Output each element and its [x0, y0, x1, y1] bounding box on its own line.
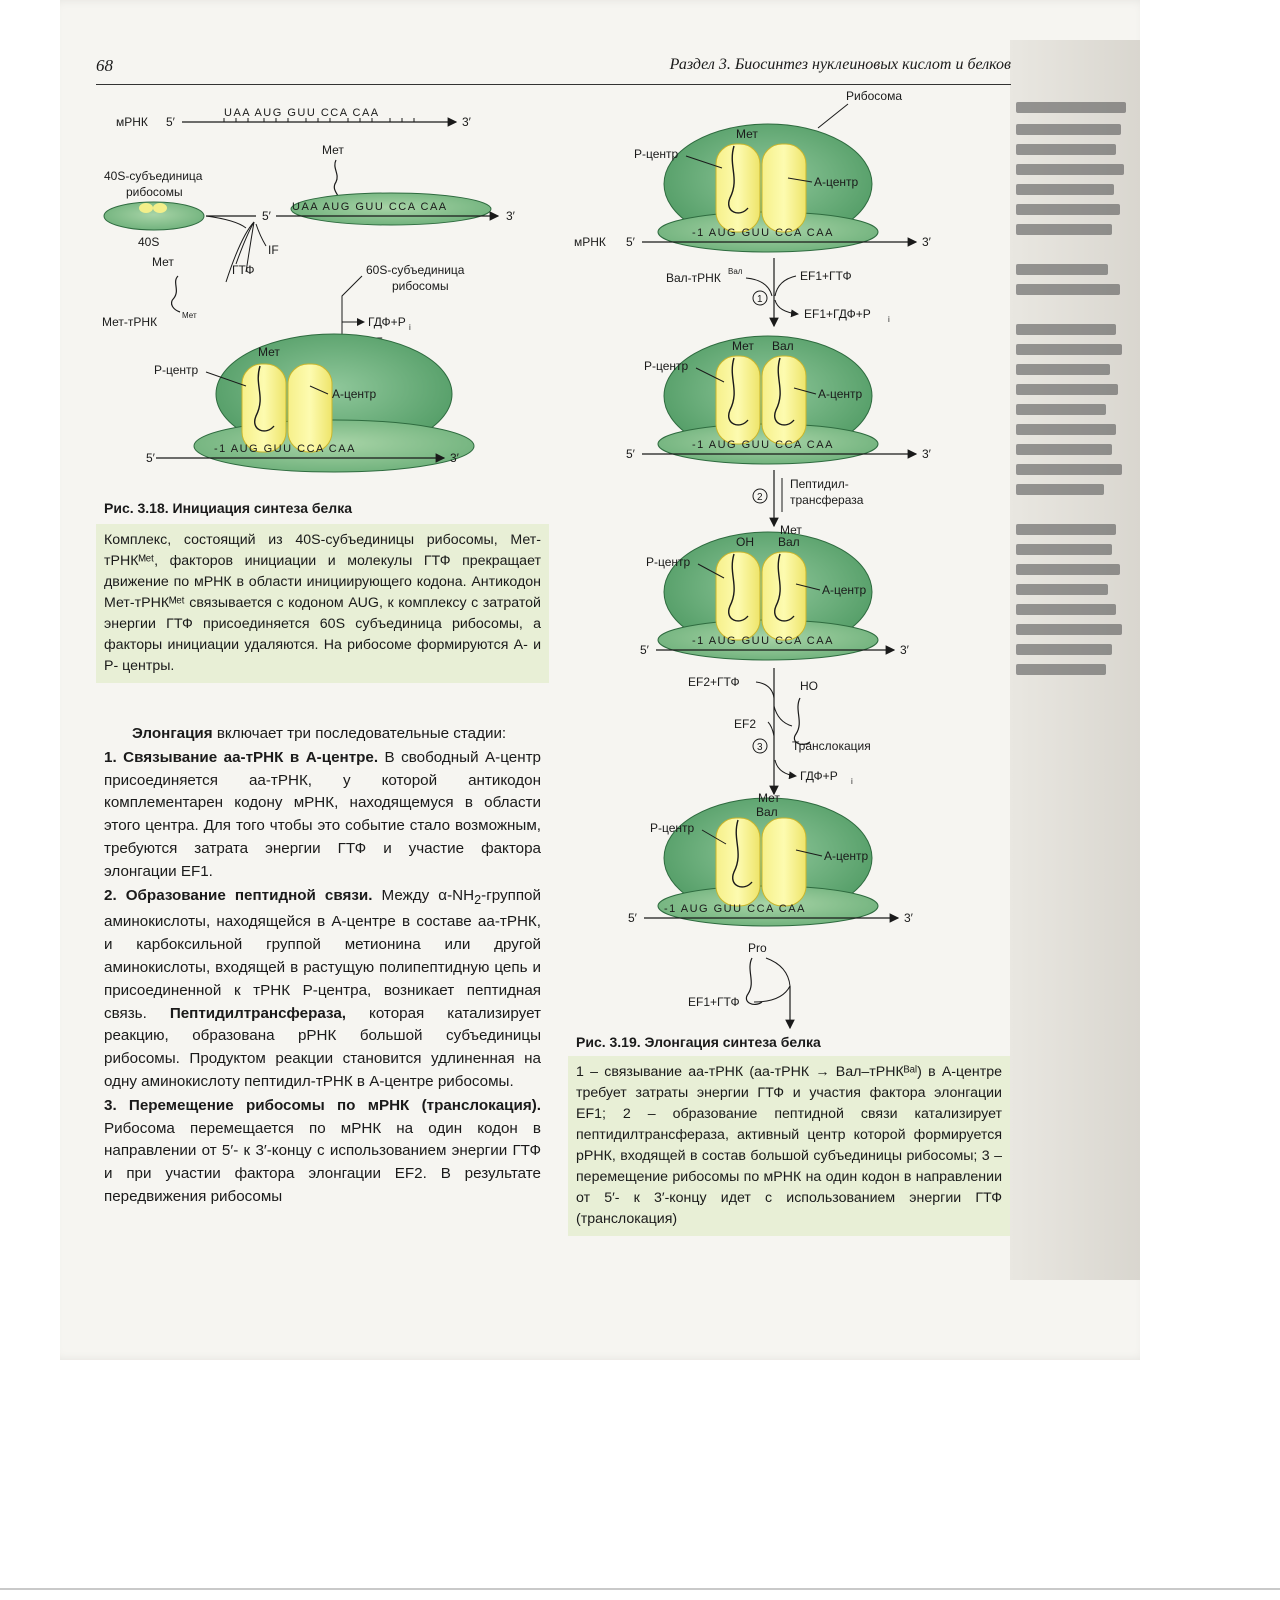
translocation-label: Транслокация: [792, 739, 871, 753]
pi-subscript-2: i: [851, 777, 853, 786]
gdp-pi-label: ГДФ+P: [368, 315, 406, 329]
five-prime-label: 5′: [626, 447, 635, 461]
paragraph-stage-2: 2. Образование пептидной связи. Между $\alpha-NH_2$-группой аминокислоты, находящейся в А-центре в составе аа-тРНК, и карбоксильной группой метионина или другой аминокислоты, входящей в растущую полипептидную цепь и присоединенной к тРНК Р-центра, возникает пептидная связь. Пептидилтрансфераза, которая катализирует реакцию, образована рРНК большой субъединицы рибосомы. Продуктом реакции становится удлиненная на одну аминокислоту пептидил-тРНК в А-центре рибосомы.: [104, 886, 541, 1090]
term-peptidyltransferase: Пептидилтрансфераза,: [146, 1004, 346, 1022]
codon-sequence: -1 AUG GUU CCA CAA: [692, 635, 834, 647]
step-3-number: 3: [757, 742, 763, 753]
step-1-number: 1: [757, 294, 763, 305]
page-header: [96, 56, 1011, 85]
codon-sequence: UAA AUG GUU CCA CAA: [292, 201, 448, 213]
val-trna-superscript: Вал: [728, 267, 743, 276]
five-prime-label: 5′: [640, 643, 649, 657]
codon-sequence: UAA AUG GUU CCA CAA: [224, 107, 380, 119]
running-head: Раздел 3. Биосинтез нуклеиновых кислот и белков: [669, 56, 1011, 73]
a-center-label: А-центр: [332, 387, 377, 401]
a-center-label-2: А-центр: [818, 387, 863, 401]
ho-label: HO: [800, 679, 818, 693]
ef1-gtp-label-2: EF1+ГТФ: [688, 995, 740, 1009]
subunit-40s-label: 40S-субъединица: [104, 169, 203, 183]
val-label: Вал: [772, 339, 794, 353]
term-elongation: Элонгация: [132, 725, 213, 742]
p-center-label: Р-центр: [634, 147, 679, 161]
mrna-label: мРНК: [116, 115, 148, 129]
val-label-3: Вал: [756, 805, 778, 819]
three-prime-label: 3′: [900, 643, 909, 657]
codon-sequence-bottom: -1 AUG GUU CCA CAA: [214, 443, 356, 455]
gtp-label: ГТФ: [232, 263, 255, 277]
gdp-pi-label: ГДФ+P: [800, 769, 838, 783]
figure-3-18-caption: Комплекс, состоящий из 40S-субъединицы рибосомы, Мет-тРНКᴹᵉᵗ, факторов инициации и молекулы ГТФ прекращает движение по мРНК в области инициирующего кодона. Антикодон Мет-тРНКᴹᵉᵗ связывается с кодоном AUG, к комплексу с затратой энергии ГТФ присоединяется 60S субъединица рибосомы, а факторы инициации удаляются. На рибосоме формируются А- и Р- центры.: [96, 524, 549, 683]
five-prime-label: 5′: [166, 115, 175, 129]
oh-label: OH: [736, 535, 754, 549]
met-label-3: Мет: [258, 345, 280, 359]
transferase-label: трансфераза: [790, 493, 864, 507]
ribosome-label: Рибосома: [846, 89, 902, 103]
five-prime-label: 5′: [262, 209, 271, 223]
met-label-3: Мет: [780, 523, 802, 537]
subunit-40s-short: 40S: [138, 235, 160, 249]
met-trna-superscript: Мет: [182, 311, 197, 320]
five-prime-label: 5′: [146, 451, 155, 465]
stage-3-heading: 3. Перемещение рибосомы по мРНК (транслокация).: [104, 1096, 541, 1114]
p-center-label-2: Р-центр: [644, 359, 689, 373]
figure-3-19-caption: 1 – связывание аа-тРНК (аа-тРНК → Вал–тРНКᴮᵃˡ) в А-центре требует затраты энергии ГТФ и участия фактора элонгации EF1; 2 – образование пептидной связи катализирует пептидилтрансфераза, активный центр которой формируется рРНК, входящей в состав большой субъединицы рибосомы; 3 – перемещение рибосомы по мРНК на один кодон в направлении от 5′- к 3′-концу идет с использованием энергии ГТФ (транслокация): [568, 1056, 1010, 1236]
page-number: 68: [96, 56, 113, 75]
stage-2-heading: 2. Образование пептидной связи.: [104, 886, 373, 904]
three-prime-label: 3′: [922, 447, 931, 461]
met-trna-label: Мет-тРНК: [102, 315, 158, 329]
scan-margin: [1140, 0, 1280, 1600]
p-center-label-3: Р-центр: [646, 555, 691, 569]
figure-3-18-title: Рис. 3.18. Инициация синтеза белка: [104, 500, 352, 516]
ef1-gtp-label: EF1+ГТФ: [800, 269, 852, 283]
met-label-2: Мет: [152, 255, 174, 269]
figure-3-19-title: Рис. 3.19. Элонгация синтеза белка: [576, 1034, 821, 1050]
met-label: Мет: [322, 143, 344, 157]
scan-edge: [0, 1588, 1280, 1590]
stage-1-heading: 1. Связывание аа-тРНК в А-центре.: [104, 748, 379, 766]
paragraph-stage-1: 1. Связывание аа-тРНК в А-центре. В свободный А-центр присоединяется аа-тРНК, у которой антикодон комплементарен кодону мРНК, находящемуся в области этого центра. Для того чтобы это событие стало возможным, требуются затрата энергии ГТФ и участие фактора элонгации EF1.: [104, 748, 542, 880]
paragraph-stage-3: 3. Перемещение рибосомы по мРНК (транслокация). Рибосома перемещается по мРНК на один кодон в направлении от 5′- к 3′-концу с использованием энергии ГТФ и при участии фактора элонгации EF2. В результате передвижения рибосомы: [104, 1096, 541, 1205]
a-center-label: А-центр: [814, 175, 859, 189]
ef2-label: EF2: [734, 717, 757, 731]
five-prime-label: 5′: [626, 235, 635, 249]
three-prime-label: 3′: [506, 209, 515, 223]
pi-subscript: i: [888, 315, 890, 324]
codon-sequence: -1 AUG GUU CCA CAA: [692, 227, 834, 239]
three-prime-label: 3′: [904, 911, 913, 925]
mrna-label: мРНК: [574, 235, 606, 249]
subunit-40s-label-2: рибосомы: [126, 185, 183, 199]
figure-3-18: [96, 96, 546, 496]
pi-subscript: i: [409, 323, 411, 332]
val-label-2: Вал: [778, 535, 800, 549]
paragraph-elongation: Элонгация включает три последовательные стадии:: [132, 725, 507, 742]
body-text: [104, 723, 541, 1210]
subunit-60s-label-2: рибосомы: [392, 279, 449, 293]
subunit-60s-label: 60S-субъединица: [366, 263, 465, 277]
met-label: Мет: [736, 127, 758, 141]
a-center-label-4: А-центр: [824, 849, 869, 863]
three-prime-label: 3′: [450, 451, 459, 465]
met-label-4: Мет: [758, 791, 780, 805]
five-prime-label: 5′: [628, 911, 637, 925]
p-center-label: Р-центр: [154, 363, 199, 377]
three-prime-label: 3′: [922, 235, 931, 249]
pro-label: Pro: [748, 941, 767, 955]
ef2-gtp-label: EF2+ГТФ: [688, 675, 740, 689]
codon-sequence: -1 AUG GUU CCA CAA: [692, 439, 834, 451]
met-label-2: Мет: [732, 339, 754, 353]
adjacent-page-bleed: [1010, 40, 1140, 1280]
a-center-label-3: А-центр: [822, 583, 867, 597]
codon-sequence: -1 AUG GUU CCA CAA: [664, 903, 806, 915]
val-trna-label: Вал-тРНК: [666, 271, 721, 285]
p-center-label-4: Р-центр: [650, 821, 695, 835]
ef1-gdp-pi-label: EF1+ГДФ+P: [804, 307, 871, 321]
peptidyl-label: Пептидил-: [790, 477, 849, 491]
if-label: IF: [268, 243, 279, 257]
step-2-number: 2: [757, 492, 763, 503]
three-prime-label: 3′: [462, 115, 471, 129]
figure-3-19: [568, 86, 1008, 1036]
